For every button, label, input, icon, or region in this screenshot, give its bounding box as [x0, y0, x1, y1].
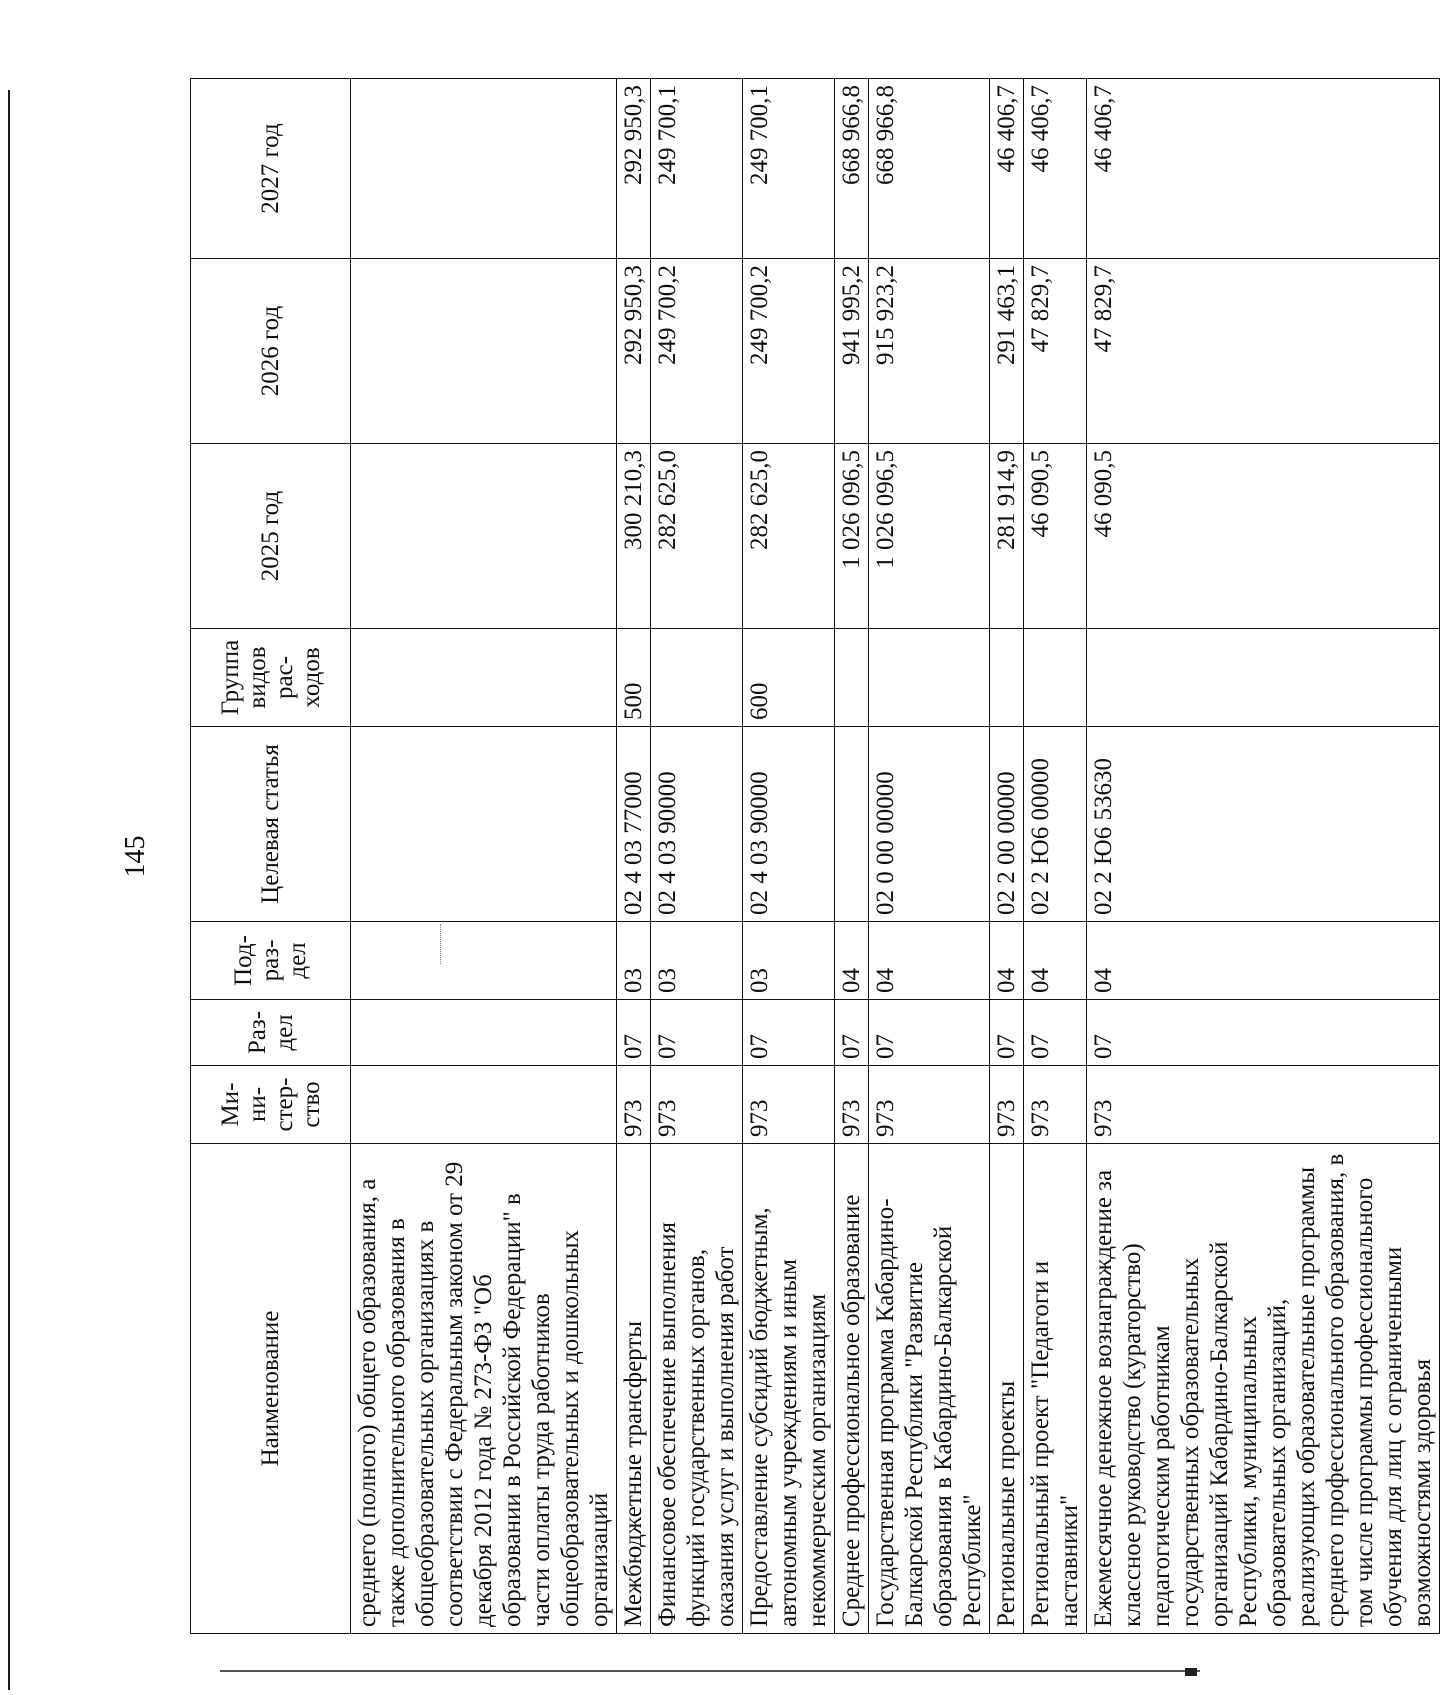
cell-subsection: 04 [1087, 922, 1440, 1000]
cell-2026: 941 995,2 [835, 259, 869, 444]
cell-ministry: 973 [869, 1066, 990, 1144]
cell-expense-group [651, 629, 743, 727]
cell-2027: 46 406,7 [1087, 79, 1440, 259]
header-subsection: Под-раз-дел [191, 922, 351, 1000]
cell-name: Предоставление субсидий бюджетным, автономным учреждениям и иным некоммерческим организациям [743, 1144, 835, 1634]
cell-2025: 282 625,0 [651, 444, 743, 629]
cell-ministry: 973 [1087, 1066, 1440, 1144]
cell-section: 07 [617, 1000, 651, 1066]
cell-2027: 668 966,8 [835, 79, 869, 259]
cell-section: 07 [835, 1000, 869, 1066]
header-2026: 2026 год [191, 259, 351, 444]
cell-target [835, 727, 869, 922]
cell-2026: 249 700,2 [651, 259, 743, 444]
cell-2026: 915 923,2 [869, 259, 990, 444]
cell-2027: 668 966,8 [869, 79, 990, 259]
header-section: Раз-дел [191, 1000, 351, 1066]
cell-target: 02 4 03 90000 [651, 727, 743, 922]
table-row [351, 79, 617, 1634]
cell-ministry: 973 [990, 1066, 1024, 1144]
cell-ministry [351, 1066, 617, 1144]
cell-target: 02 0 00 00000 [869, 727, 990, 922]
table-row [743, 79, 835, 1634]
scan-border-left [8, 90, 10, 1690]
cell-name: Финансовое обеспечение выполнения функций государственных органов, оказания услуг и выполнения работ [651, 1144, 743, 1634]
cell-2025: 46 090,5 [1024, 444, 1087, 629]
cell-2027: 249 700,1 [651, 79, 743, 259]
cell-target [351, 727, 617, 922]
cell-subsection: 04 [990, 922, 1024, 1000]
rotated-page [120, 79, 1436, 1634]
cell-section: 07 [869, 1000, 990, 1066]
cell-target: 02 4 03 77000 [617, 727, 651, 922]
cell-name: Региональные проекты [990, 1144, 1024, 1634]
cell-2025: 281 914,9 [990, 444, 1024, 629]
cell-name: Среднее профессиональное образование [835, 1144, 869, 1634]
cell-expense-group [869, 629, 990, 727]
cell-expense-group [835, 629, 869, 727]
cell-expense-group [351, 629, 617, 727]
cell-expense-group: 500 [617, 629, 651, 727]
cell-expense-group [990, 629, 1024, 727]
cell-2027 [351, 79, 617, 259]
cell-ministry: 973 [617, 1066, 651, 1144]
cell-expense-group: 600 [743, 629, 835, 727]
cell-2025: 46 090,5 [1087, 444, 1440, 629]
cell-2026 [351, 259, 617, 444]
scan-border-bottom [220, 1670, 1200, 1672]
cell-2026: 47 829,7 [1087, 259, 1440, 444]
cell-name: среднего (полного) общего образования, а также дополнительного образования в общеобразовательных организациях в соответствии с Федеральным законом от 29 декабря 2012 года № 273-ФЗ "Об образовании в Российской Федерации" в части оплаты труда работников общеобразовательных и дошкольных организаций [351, 1144, 617, 1634]
header-target: Целевая статья [191, 727, 351, 922]
table-row [1024, 79, 1087, 1634]
cell-expense-group [1024, 629, 1087, 727]
cell-2027: 46 406,7 [990, 79, 1024, 259]
cell-2026: 47 829,7 [1024, 259, 1087, 444]
cell-name: Межбюджетные трансферты [617, 1144, 651, 1634]
cell-2025: 1 026 096,5 [835, 444, 869, 629]
cell-section: 07 [651, 1000, 743, 1066]
table-row [1087, 79, 1440, 1634]
header-expense-group: Группа видов рас-ходов [191, 629, 351, 727]
header-row [191, 79, 351, 1634]
header-name: Наименование [191, 1144, 351, 1634]
cell-expense-group [1087, 629, 1440, 727]
cell-section [351, 1000, 617, 1066]
cell-target: 02 4 03 90000 [743, 727, 835, 922]
cell-ministry: 973 [835, 1066, 869, 1144]
cell-2025: 300 210,3 [617, 444, 651, 629]
table-row [651, 79, 743, 1634]
header-2025: 2025 год [191, 444, 351, 629]
header-2027: 2027 год [191, 79, 351, 259]
cell-subsection: 04 [869, 922, 990, 1000]
cell-ministry: 973 [1024, 1066, 1087, 1144]
cell-section: 07 [1024, 1000, 1087, 1066]
cell-2027: 46 406,7 [1024, 79, 1087, 259]
cell-2027: 249 700,1 [743, 79, 835, 259]
cell-target: 02 2 Ю6 53630 [1087, 727, 1440, 922]
cell-subsection: 03 [651, 922, 743, 1000]
cell-section: 07 [1087, 1000, 1440, 1066]
cell-2026: 249 700,2 [743, 259, 835, 444]
cell-name: Государственная программа Кабардино-Балкарской Республики "Развитие образования в Кабардино-Балкарской Республике" [869, 1144, 990, 1634]
table-row [990, 79, 1024, 1634]
cell-ministry: 973 [743, 1066, 835, 1144]
header-ministry: Ми-ни-стер-ство [191, 1066, 351, 1144]
cell-ministry: 973 [651, 1066, 743, 1144]
cell-name: Ежемесячное денежное вознаграждение за классное руководство (кураторство) педагогическим работникам государственных образовательных организаций Кабардино-Балкарской Республики, муниципальных образовательных организаций, реализующих образовательные программы среднего профессионального образования, в том числе программы профессионального обучения для лиц с ограниченными возможностями здоровья [1087, 1144, 1440, 1634]
cell-2025: 1 026 096,5 [869, 444, 990, 629]
table-row [869, 79, 990, 1634]
cell-2026: 291 463,1 [990, 259, 1024, 444]
cell-2026: 292 950,3 [617, 259, 651, 444]
budget-table [190, 78, 1440, 1634]
cell-2025 [351, 444, 617, 629]
cell-subsection: 04 [835, 922, 869, 1000]
cell-name: Региональный проект "Педагоги и наставники" [1024, 1144, 1087, 1634]
cell-subsection: 03 [743, 922, 835, 1000]
cell-2027: 292 950,3 [617, 79, 651, 259]
cell-section: 07 [743, 1000, 835, 1066]
cell-target: 02 2 00 00000 [990, 727, 1024, 922]
cell-subsection: 04 [1024, 922, 1087, 1000]
cell-target: 02 2 Ю6 00000 [1024, 727, 1087, 922]
page-number: 145 [120, 835, 151, 878]
scan-corner-mark [1185, 1668, 1197, 1676]
table-row [617, 79, 651, 1634]
cell-subsection [351, 922, 617, 1000]
cell-subsection: 03 [617, 922, 651, 1000]
cell-section: 07 [990, 1000, 1024, 1066]
cell-2025: 282 625,0 [743, 444, 835, 629]
table-row [835, 79, 869, 1634]
